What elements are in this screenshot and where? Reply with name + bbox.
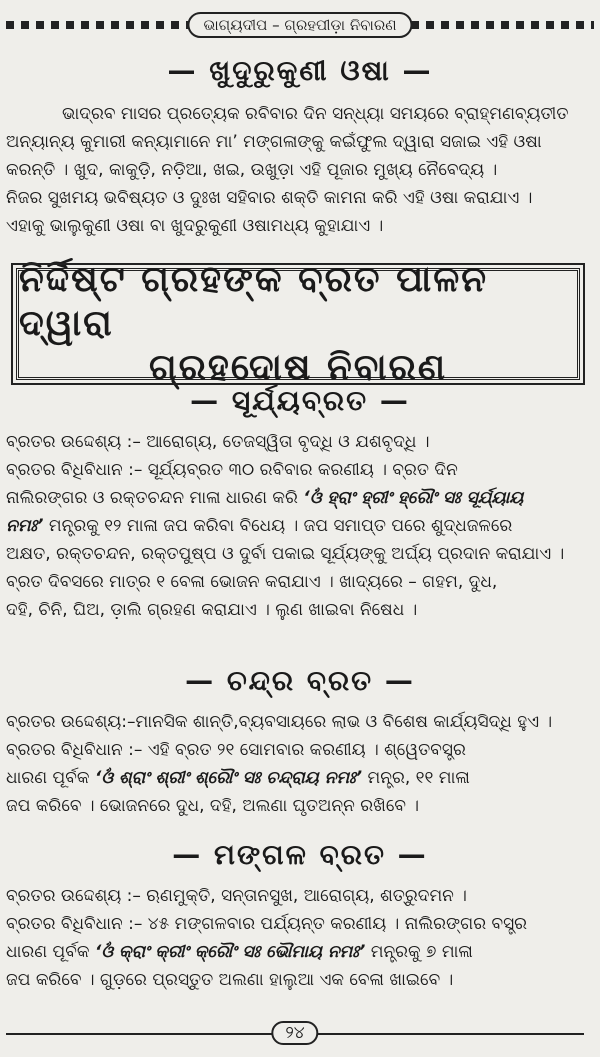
text-line: ଏହାକୁ ଭାଲୁକୁଣୀ ଓଷା ବା ଖୁଦରୁକୁଣୀ ଓଷାମଧ୍ୟ କୁହାଯାଏ । [6, 216, 384, 236]
border-dot [126, 21, 134, 29]
text-line: ଅକ୍ଷତ, ରକ୍ତଚନ୍ଦନ, ରକ୍ତପୁଷ୍ପ ଓ ଦୁର୍ବା ପକାଇ ସୂର୍ଯ୍ୟଙ୍କୁ ଅର୍ଘ୍ୟ ପ୍ରଦାନ କରାଯାଏ । [6, 544, 565, 564]
border-dot [111, 21, 119, 29]
text-span: ମନ୍ତ୍ରକୁ ୧୨ ମାଳା ଜପ କରିବା ବିଧେୟ । ଜପ ସମାପ୍ତ ପରେ ଶୁଦ୍ଧଜଳରେ [43, 516, 513, 536]
page-footer [6, 1020, 584, 1050]
text-span: ମନ୍ତ୍ରକୁ ୭ ମାଳା [365, 942, 473, 962]
border-dot [456, 21, 464, 29]
surya-title: — ସୂର୍ଯ୍ୟବ୍ରତ — [190, 384, 410, 417]
mangala-mantra: ‘ଓଁ କ୍ରାଂ କ୍ରୀଂ କ୍ରୌଂ ସଃ ଭୌମାୟ ନମଃ’ [94, 942, 366, 962]
chandra-title: — ଚନ୍ଦ୍ର ବ୍ରତ — [185, 664, 415, 697]
text-line: ନିଜର ସୁଖମୟ ଭବିଷ୍ୟତ ଓ ଦୁଃଖ ସହିବାର ଶକ୍ତି କାମନା କରି ଏହି ଓଷା କରାଯାଏ । [6, 188, 533, 208]
chandra-rule: ବ୍ରତର ବିଧିବିଧାନ :– ଏହି ବ୍ରତ ୨୧ ସୋମବାର କରଣୀୟ । ଶ୍ୱେତବସ୍ତ୍ର [6, 740, 466, 760]
border-dot [36, 21, 44, 29]
border-dot [546, 21, 554, 29]
text-line: ବ୍ରତ ଦିବସରେ ମାତ୍ର ୧ ବେଳା ଭୋଜନ କରାଯାଏ । ଖାଦ୍ୟରେ – ଗହମ, ଦୁଧ, [6, 572, 498, 592]
heading-box [16, 259, 580, 388]
border-dot [591, 21, 594, 29]
text-line: ଦହି, ଚିନି, ଘିଅ, ଡ଼ାଲି ଗ୍ରହଣ କରାଯାଏ । ଲୁଣ ଖାଇବା ନିଷେଧ । [6, 600, 418, 620]
heading-box-line2: ଗ୍ରହଦୋଷ ନିବାରଣ [148, 347, 448, 388]
border-dot [426, 21, 434, 29]
border-dot [516, 21, 524, 29]
chandra-rule-line [6, 764, 590, 792]
border-dot [501, 21, 509, 29]
mangala-paragraph [6, 882, 590, 994]
border-dot [6, 21, 14, 29]
page-number: ୨୪ [271, 1021, 318, 1045]
text-span: ଧାରଣ ପୂର୍ବକ [6, 942, 95, 962]
border-dot [96, 21, 104, 29]
text-line: କରନ୍ତି । ଖୁଦ, କାକୁଡ଼ି, ନଡ଼ିଆ, ଖଇ, ଉଖୁଡ଼ା ଏହି ପୂଜାର ମୁଖ୍ୟ ନୈବେଦ୍ୟ । [6, 160, 498, 180]
border-dot [171, 21, 179, 29]
heading-box-line1: ନିର୍ଦ୍ଦିଷ୍ଟ ଗ୍ରହଙ୍କ ବ୍ରତ ପାଳନ ଦ୍ୱାରା [19, 259, 489, 344]
surya-rule: ବ୍ରତର ବିଧିବିଧାନ :– ସୂର୍ଯ୍ୟବ୍ରତ ୩୦ ରବିବାର କରଣୀୟ । ବ୍ରତ ଦିନ [6, 460, 458, 480]
chandra-purpose: ବ୍ରତର ଉଦ୍ଦେଶ୍ୟ:–ମାନସିକ ଶାନ୍ତି,ବ୍ୟବସାୟରେ ଲାଭ ଓ ବିଶେଷ କାର୍ଯ୍ୟସିଦ୍ଧି ହୁଏ । [6, 712, 553, 732]
text-line: ଜପ କରିବେ । ଭୋଜନରେ ଦୁଧ, ଦହି, ଅଲଣା ଘୃତଅନ୍ନ ରଖିବେ । [6, 796, 419, 816]
mangala-rule-line [6, 938, 590, 966]
mangala-title: — ମଙ୍ଗଳ ବ୍ରତ — [172, 838, 428, 871]
text-span: ମନ୍ତ୍ର, ୧୧ ମାଳା [362, 768, 470, 788]
border-dot [21, 21, 29, 29]
border-dot [471, 21, 479, 29]
border-dot [66, 21, 74, 29]
border-dot [156, 21, 164, 29]
border-dot [561, 21, 569, 29]
surya-rule-line [6, 512, 590, 540]
surya-mantra: ‘ଓଁ ହ୍ରାଂ ହ୍ରୀଂ ହ୍ରୌଂ ସଃ ସୂର୍ଯ୍ୟାୟ [303, 488, 524, 508]
text-line: ଭାଦ୍ରବ ମାସର ପ୍ରତ୍ୟେକ ରବିବାର ଦିନ ସନ୍ଧ୍ୟା ସମୟରେ ବ୍ରାହ୍ମଣବ୍ୟତୀତ [62, 104, 569, 124]
text-line: ଜପ କରିବେ । ଗୁଡ଼ରେ ପ୍ରସ୍ତୁତ ଅଲଣା ହାଲୁଆ ଏକ ବେଳା ଖାଇବେ । [6, 970, 454, 990]
border-dot [531, 21, 539, 29]
mangala-purpose: ବ୍ରତର ଉଦ୍ଦେଶ୍ୟ :– ଋଣମୁକ୍ତି, ସନ୍ତାନସୁଖ, ଆରୋଗ୍ୟ, ଶତ୍ରୁଦମନ । [6, 886, 467, 906]
surya-purpose: ବ୍ରତର ଉଦ୍ଦେଶ୍ୟ :– ଆରୋଗ୍ୟ, ତେଜସ୍ୱିତା ବୃଦ୍ଧି ଓ ଯଶବୃଦ୍ଧି । [6, 432, 430, 452]
chandra-paragraph [6, 708, 590, 820]
mangala-rule: ବ୍ରତର ବିଧିବିଧାନ :– ୪୫ ମଙ୍ଗଳବାର ପର୍ଯ୍ୟନ୍ତ କରଣୀୟ । ନାଲିରଙ୍ଗର ବସ୍ତ୍ର [6, 914, 528, 934]
khudurukuni-paragraph [6, 100, 590, 240]
running-title: ଭାଗ୍ୟଦୀପ – ଗ୍ରହପୀଡ଼ା ନିବାରଣ [187, 12, 412, 38]
surya-paragraph [6, 428, 590, 624]
text-span: ନାଲିରଙ୍ଗର ଓ ରକ୍ତଚନ୍ଦନ ମାଳା ଧାରଣ କରି [6, 488, 304, 508]
border-dot [81, 21, 89, 29]
text-span: ଧାରଣ ପୂର୍ବକ [6, 768, 95, 788]
border-dot [576, 21, 584, 29]
khudurukuni-title: — ଖୁଦୁରୁକୁଣୀ ଓଷା — [167, 54, 433, 87]
text-line: ଅନ୍ୟାନ୍ୟ କୁମାରୀ କନ୍ୟାମାନେ ମା’ ମଙ୍ଗଳାଙ୍କୁ କଇଁଫୁଲ ଦ୍ୱାରା ସଜାଇ ଏହି ଓଷା [6, 132, 542, 152]
border-dot [441, 21, 449, 29]
border-dot [141, 21, 149, 29]
page-header [6, 12, 594, 38]
border-dot [486, 21, 494, 29]
surya-mantra-end: ନମଃ’ [6, 516, 44, 536]
border-dot [51, 21, 59, 29]
chandra-mantra: ‘ଓଁ ଶ୍ରାଂ ଶ୍ରୀଂ ଶ୍ରୌଂ ସଃ ଚନ୍ଦ୍ରାୟ ନମଃ’ [94, 768, 363, 788]
surya-rule-line [6, 484, 590, 512]
